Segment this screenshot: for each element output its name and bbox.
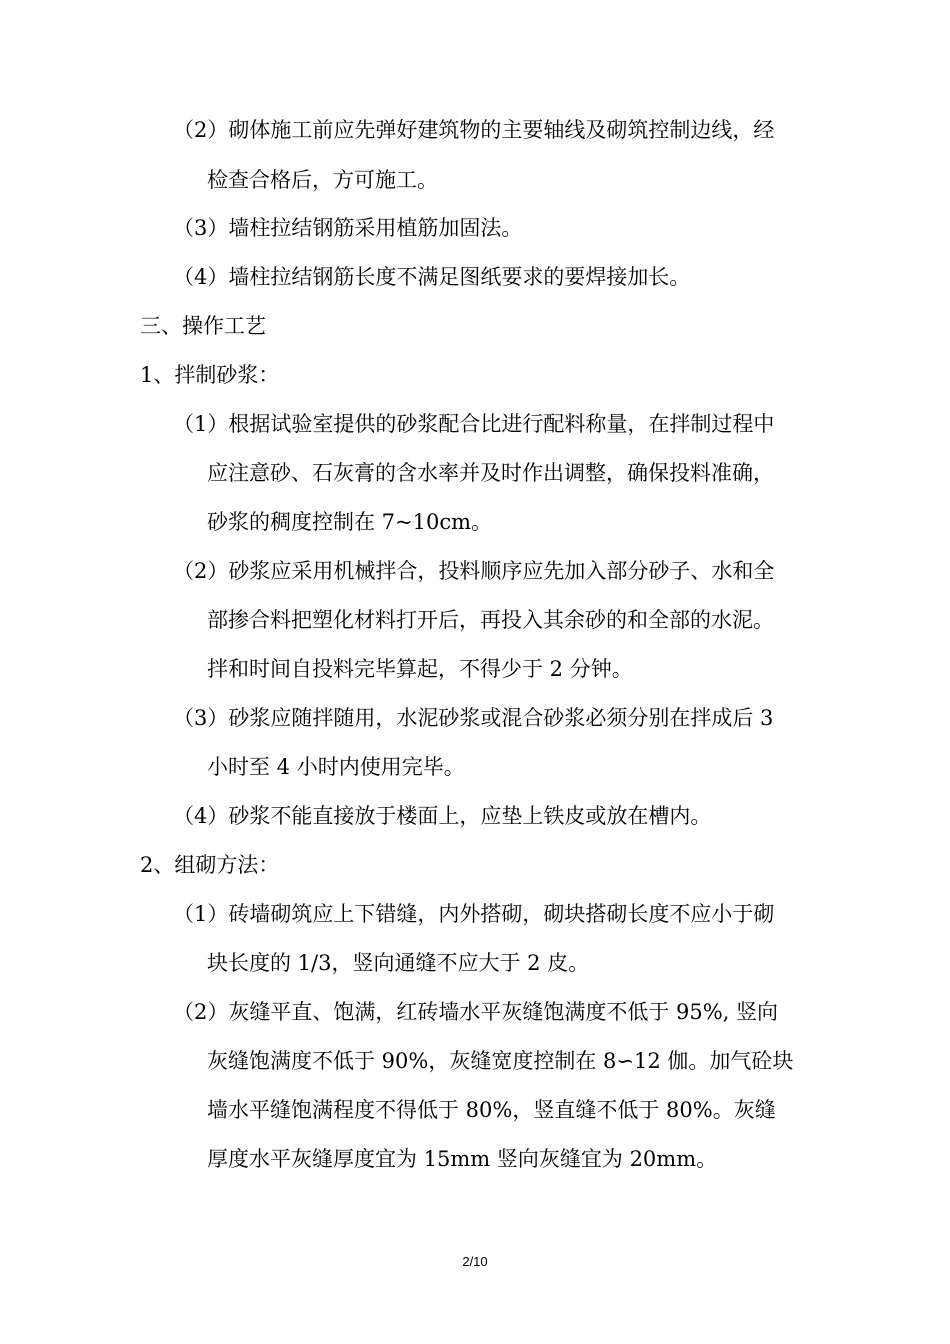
paragraph-line: （3）墙柱拉结钢筋采用植筋加固法。 bbox=[173, 216, 523, 240]
paragraph-line: （2）灰缝平直、饱满，红砖墙水平灰缝饱满度不低于 95%, 竖向 bbox=[173, 1000, 779, 1024]
paragraph-line: 拌和时间自投料完毕算起，不得少于 2 分钟。 bbox=[207, 657, 633, 681]
paragraph-line: 块长度的 1/3，竖向通缝不应大于 2 皮。 bbox=[207, 951, 590, 975]
paragraph-line: 小时至 4 小时内使用完毕。 bbox=[207, 755, 465, 779]
paragraph-line: （2）砂浆应采用机械拌合，投料顺序应先加入部分砂子、水和全 bbox=[173, 559, 775, 583]
paragraph-line: （2）砌体施工前应先弹好建筑物的主要轴线及砌筑控制边线，经 bbox=[173, 118, 775, 142]
subsection-heading: 1、拌制砂浆： bbox=[140, 363, 280, 387]
paragraph-line: （1）根据试验室提供的砂浆配合比进行配料称量，在拌制过程中 bbox=[173, 412, 775, 436]
paragraph-line: 厚度水平灰缝厚度宜为 15mm 竖向灰缝宜为 20mm。 bbox=[207, 1147, 718, 1171]
paragraph-line: 砂浆的稠度控制在 7~10cm。 bbox=[207, 510, 493, 534]
page-number: 2/10 bbox=[462, 1254, 488, 1269]
subsection-heading: 2、组砌方法： bbox=[140, 853, 280, 877]
paragraph-line: 灰缝饱满度不低于 90%，灰缝宽度控制在 8∽12 伽。加气砼块 bbox=[207, 1049, 794, 1073]
paragraph-line: 墙水平缝饱满程度不得低于 80%，竖直缝不低于 80%。灰缝 bbox=[207, 1098, 776, 1122]
paragraph-line: 检查合格后，方可施工。 bbox=[207, 168, 438, 192]
paragraph-line: （1）砖墙砌筑应上下错缝，内外搭砌，砌块搭砌长度不应小于砌 bbox=[173, 902, 775, 926]
paragraph-line: 部掺合料把塑化材料打开后，再投入其余砂的和全部的水泥。 bbox=[207, 608, 774, 632]
paragraph-line: （3）砂浆应随拌随用，水泥砂浆或混合砂浆必须分别在拌成后 3 bbox=[173, 706, 774, 730]
paragraph-line: （4）砂浆不能直接放于楼面上，应垫上铁皮或放在槽内。 bbox=[173, 804, 712, 828]
paragraph-line: （4）墙柱拉结钢筋长度不满足图纸要求的要焊接加长。 bbox=[173, 265, 691, 289]
section-heading: 三、操作工艺 bbox=[140, 314, 266, 338]
paragraph-line: 应注意砂、石灰膏的含水率并及时作出调整，确保投料准确， bbox=[207, 461, 774, 485]
